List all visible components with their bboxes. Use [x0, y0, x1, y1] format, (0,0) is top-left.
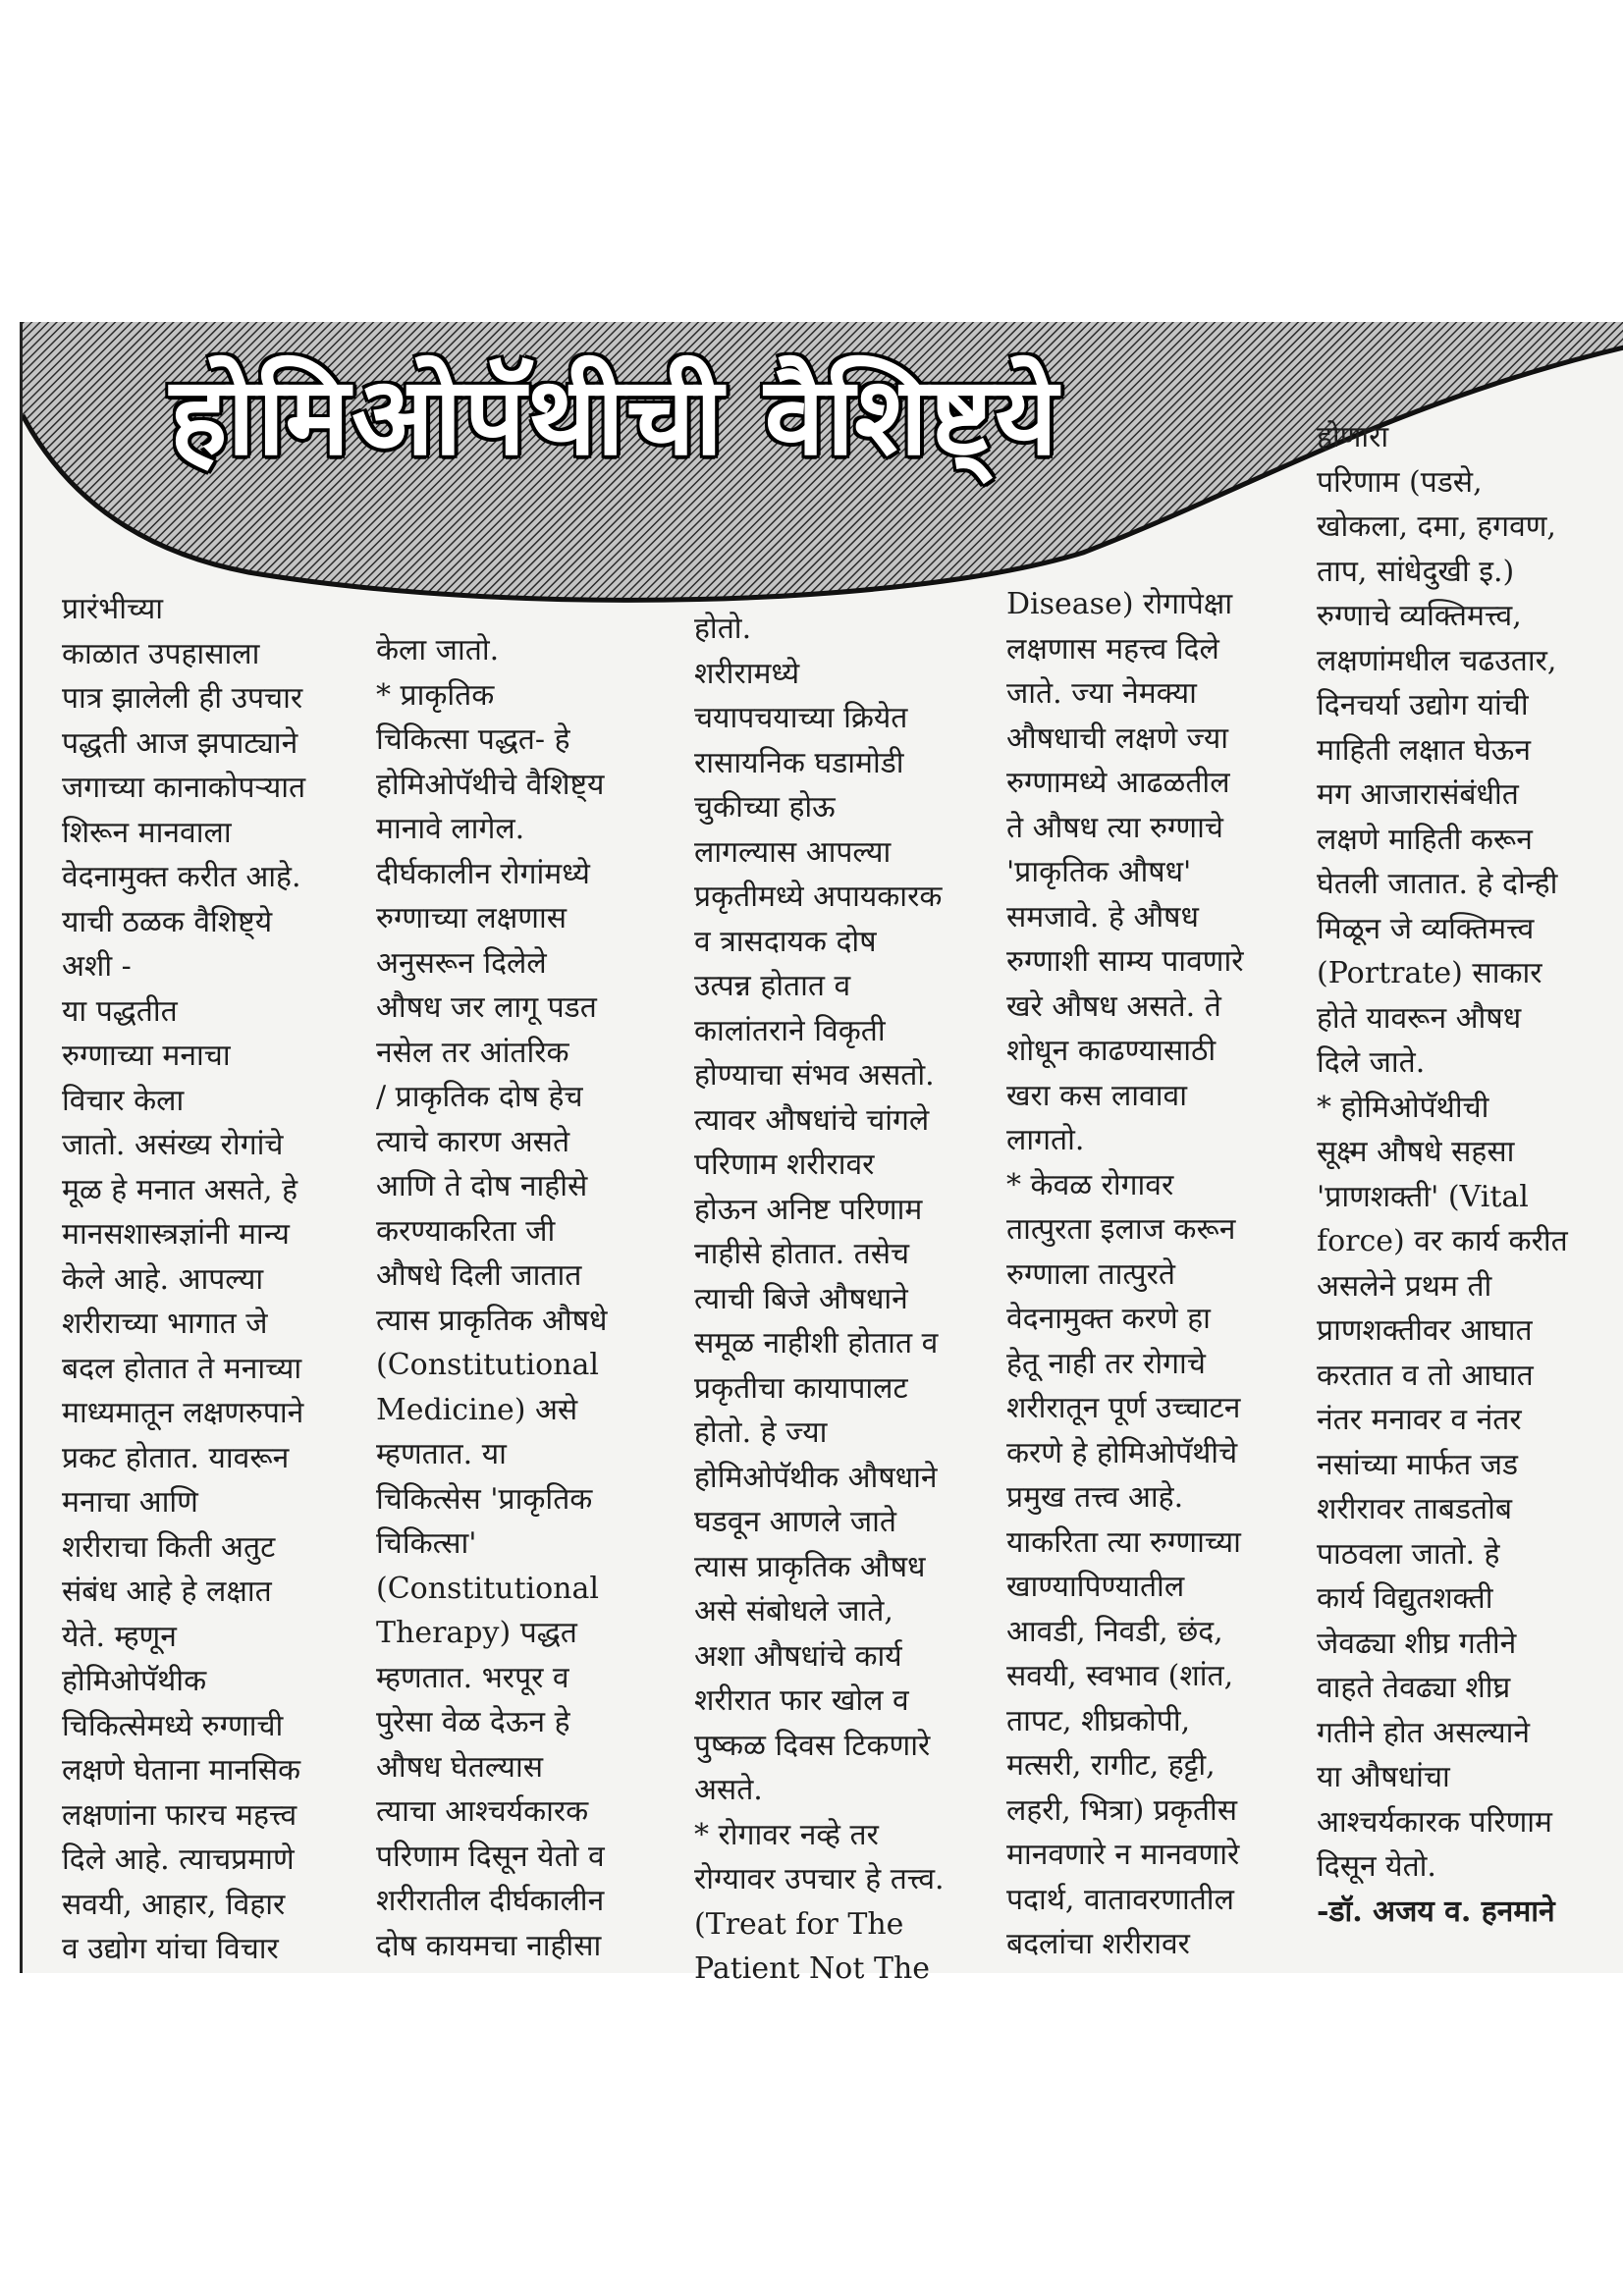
column-1-text: प्रारंभीच्या काळात उपहासाला पात्र झालेली ही उपचार पद्धती आज झपाट्याने जगाच्या कानाकोपऱ्यात शिरून मानवाला वेदनामुक्त करीत आहे. याची ठळक वैशिष्ट्ये अशी - या पद्धतीत रुग्णाच्या मनाचा विचार केला जातो. असंख्य रोगांचे मूळ हे मनात असते, हे मानसशास्त्रज्ञांनी मान्य केले आहे. आपल्या शरीराच्या भागात जे बदल होतात ते मनाच्या माध्यमातून लक्षणरुपाने प्रकट होतात. यावरून मनाचा आणि शरीराचा किती अतुट संबंध आहे हे लक्षात येते. म्हणून होमिओपॅथीक चिकित्सेमध्ये रुग्णाची लक्षणे घेताना मानसिक लक्षणांना फारच महत्त्व दिले आहे. त्याचप्रमाणे सवयी, आहार, विहार व उद्योग यांचा विचार — [62, 592, 306, 1966]
column-4-text: Disease) रोगापेक्षा लक्षणास महत्त्व दिले जाते. ज्या नेमक्या औषधाची लक्षणे ज्या रुग्णामध्ये आढळतील ते औषध त्या रुग्णाचे 'प्राकृतिक औषध' समजावे. हे औषध रुग्णाशी साम्य पावणारे खरे औषध असते. ते शोधून काढण्यासाठी खरा कस लावावा लागतो. * केवळ रोगावर तात्पुरता इलाज करून रुग्णाला तात्पुरते वेदनामुक्त करणे हा हेतू नाही तर रोगाचे शरीरातून पूर्ण उच्चाटन करणे हे होमिओपॅथीचे प्रमुख तत्त्व आहे. याकरिता त्या रुग्णाच्या खाण्यापिण्यातील आवडी, निवडी, छंद, सवयी, स्वभाव (शांत, तापट, शीघ्रकोपी, मत्सरी, रागीट, हट्टी, लहरी, भित्रा) प्रकृतीस मानवणारे न मानवणारे पदार्थ, वातावरणातील बदलांचा शरीरावर — [1006, 587, 1244, 1961]
article-column-4 — [1006, 582, 1311, 1967]
newspaper-clipping — [20, 322, 1623, 1986]
article-column-5 — [1317, 415, 1623, 1934]
column-5-text: होणारा परिणाम (पडसे, खोकला, दमा, हगवण, ताप, सांधेदुखी इ.) रुग्णाचे व्यक्तिमत्त्व, लक्षणांमधील चढउतार, दिनचर्या उद्योग यांची माहिती लक्षात घेऊन मग आजारासंबंधीत लक्षणे माहिती करून घेतली जातात. हे दोन्ही मिळून जे व्यक्तिमत्त्व (Portrate) साकार होते यावरून औषध दिले जाते. * होमिओपॅथीची सूक्ष्म औषधे सहसा 'प्राणशक्ती' (Vital force) वर कार्य करीत असलेने प्रथम ती प्राणशक्तीवर आघात करतात व तो आघात नंतर मनावर व नंतर नसांच्या मार्फत जड शरीरावर ताबडतोब पाठवला जातो. हे कार्य विद्युतशक्ती जेवढ्या शीघ्र गतीने वाहते तेवढ्या शीघ्र गतीने होत असल्याने या औषधांचा आश्चर्यकारक परिणाम दिसून येतो. — [1317, 420, 1568, 1884]
article-column-1 — [62, 587, 376, 1972]
column-3-text: होतो. शरीरामध्ये चयापचयाच्या क्रियेत रासायनिक घडामोडी चुकीच्या होऊ लागल्यास आपल्या प्रकृतीमध्ये अपायकारक व त्रासदायक दोष उत्पन्न होतात व कालांतराने विकृती होण्याचा संभव असतो. त्यावर औषधांचे चांगले परिणाम शरीरावर होऊन अनिष्ट परिणाम नाहीसे होतात. तसेच त्याची बिजे औषधाने समूळ नाहीशी होतात व प्रकृतीचा कायापालट होतो. हे ज्या होमिओपॅथीक औषधाने घडवून आणले जाते त्यास प्राकृतिक औषध असे संबोधले जाते, अशा औषधांचे कार्य शरीरात फार खोल व पुष्कळ दिवस टिकणारे असते. * रोगावर नव्हे तर रोग्यावर उपचार हे तत्त्व. (Treat for The Patient Not The — [694, 612, 945, 1986]
article-column-3 — [694, 607, 1008, 1992]
column-2-text: केला जातो. * प्राकृतिक चिकित्सा पद्धत- हे होमिओपॅथीचे वैशिष्ट्य मानावे लागेल. दीर्घकालीन रोगांमध्ये रुग्णाच्या लक्षणास अनुसरून दिलेले औषध जर लागू पडत नसेल तर आंतरिक / प्राकृतिक दोष हेच त्याचे कारण असते आणि ते दोष नाहीसे करण्याकरिता जी औषधे दिली जातात त्यास प्राकृतिक औषधे (Constitutional Medicine) असे म्हणतात. या चिकित्सेस 'प्राकृतिक चिकित्सा' (Constitutional Therapy) पद्धत म्हणतात. भरपूर व पुरेसा वेळ देऊन हे औषध घेतल्यास त्याचा आश्चर्यकारक परिणाम दिसून येतो व शरीरातील दीर्घकालीन दोष कायमचा नाहीसा — [376, 633, 608, 1963]
article-title: होमिओपॅथीची वैशिष्ट्ये — [170, 353, 1060, 479]
article-column-2 — [376, 628, 690, 1968]
author-byline: -डॉ. अजय व. हनमाने — [1317, 1894, 1555, 1929]
